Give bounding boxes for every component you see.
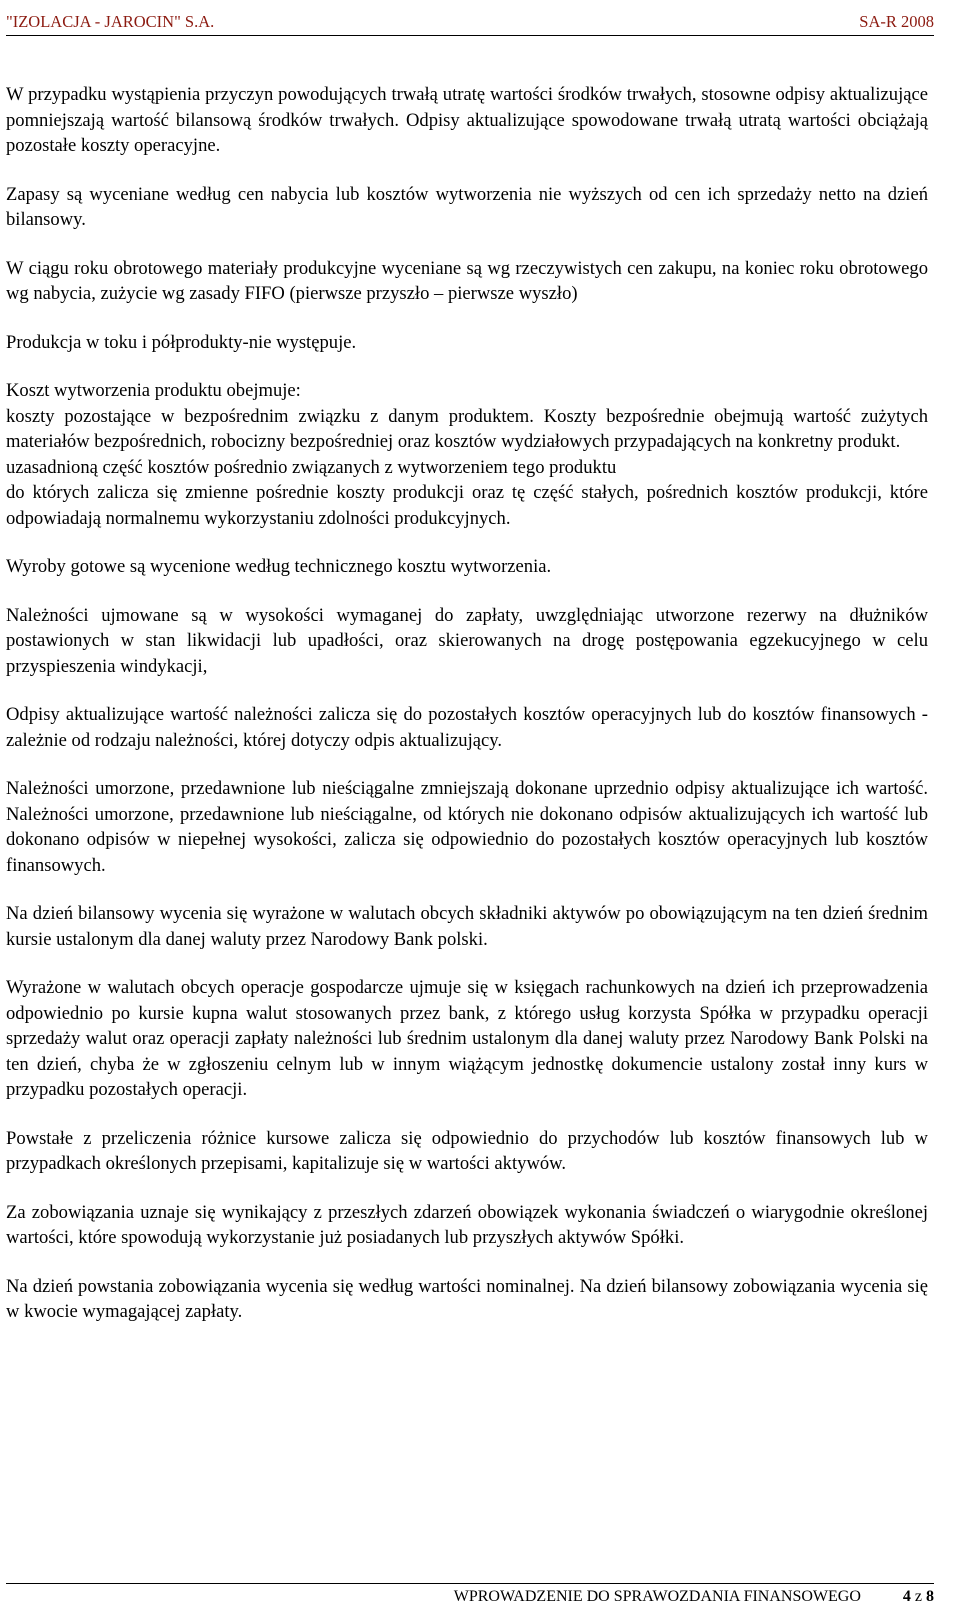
page-number — [903, 1588, 934, 1606]
page-total: 8 — [926, 1588, 934, 1605]
paragraph-fx-differences: Powstałe z przeliczenia różnice kursowe zalicza się odpowiednio do przychodów lub kosztów finansowych lub w przypadkach określonych przepisami, kapitalizuje się w wartości aktywów. — [6, 1127, 928, 1174]
paragraph-inventory: Zapasy są wyceniane według cen nabycia lub kosztów wytworzenia nie wyższych od cen ich sprzedaży netto na dzień bilansowy. — [6, 183, 928, 230]
paragraph-impairment: W przypadku wystąpienia przyczyn powodujących trwałą utratę wartości środków trwałych, stosowne odpisy aktualizujące pomniejszają wartość bilansową środków trwałych. Odpisy aktualizujące spowodowane trwałą utratą wartości obciążają pozostałe koszty operacyjne. — [6, 84, 928, 156]
paragraph-receivables: Należności ujmowane są w wysokości wymaganej do zapłaty, uwzględniając utworzone rezerwy na dłużników postawionych w stan likwidacji lub upadłości, oraz skierowanych na drogę postępowania egzekucyjnego w celu przyspieszenia windykacji, — [6, 604, 928, 677]
paragraph-fx-balance: Na dzień bilansowy wycenia się wyrażone w walutach obcych składniki aktywów po obowiązującym na ten dzień średnim kursie ustalonym dla danej waluty przez Narodowy Bank polski. — [6, 903, 928, 950]
document-body — [6, 82, 928, 1325]
paragraph-finished-goods: Wyroby gotowe są wycenione według technicznego kosztu wytworzenia. — [6, 556, 552, 577]
paragraph-wip: Produkcja w toku i półprodukty-nie występuje. — [6, 331, 357, 353]
paragraph-cost-heading: Koszt wytworzenia produktu obejmuje: — [6, 380, 301, 401]
paragraph-receivables-writedowns: Odpisy aktualizujące wartość należności zalicza się do pozostałych kosztów operacyjnych lub do kosztów finansowych - zależnie od rodzaju należności, której dotyczy odpis aktualizujący. — [6, 704, 928, 751]
page-header — [6, 6, 934, 36]
report-code: SA-R 2008 — [859, 12, 934, 31]
paragraph-materials: W ciągu roku obrotowego materiały produkcyjne wyceniane są wg rzeczywistych cen zakupu, na koniec roku obrotowego wg nabycia, zużycie wg zasady FIFO (pierwsze przyszło – pierwsze wyszło) — [6, 257, 928, 304]
paragraph-fx-operations: Wyrażone w walutach obcych operacje gospodarcze ujmuje się w księgach rachunkowych na dzień ich przeprowadzenia odpowiednio po kursie kupna walut stosowanych przez bank, z którego usług korzysta Spółka w przypadku operacji sprzedaży walut oraz operacji zapłaty należności lub średnim ustalonym dla danej waluty przez Narodowy Bank Polski na ten dzień, chyba że w zgłoszeniu celnym lub w innym wiążącym jednostkę dokumencie ustalony został inny kurs w przypadku pozostałych operacji. — [6, 977, 928, 1100]
paragraph-indirect-costs-cont: do których zalicza się zmienne pośrednie koszty produkcji oraz tę część stałych, pośrednich kosztów produkcji, które odpowiadają normalnemu wykorzystaniu zdolności produkcyjnych. — [6, 482, 928, 529]
paragraph-liabilities: Za zobowiązania uznaje się wynikający z przeszłych zdarzeń obowiązek wykonania świadczeń o wiarygodnie określonej wartości, które spowodują wykorzystanie już posiadanych lub przyszłych aktywów Spółki. — [6, 1201, 928, 1248]
page-footer — [6, 1583, 934, 1606]
page-current: 4 — [902, 1588, 911, 1605]
company-name: "IZOLACJA - JAROCIN" S.A. — [6, 12, 215, 31]
footer-title: WPROWADZENIE DO SPRAWOZDANIA FINANSOWEGO — [453, 1588, 861, 1605]
paragraph-direct-costs: koszty pozostające w bezpośrednim związku z danym produktem. Koszty bezpośrednie obejmują wartość zużytych materiałów bezpośrednich, robocizny bezpośredniej oraz kosztów wydziałowych przypadających na konkretny produkt. — [6, 405, 928, 452]
page-separator: z — [914, 1588, 922, 1605]
paragraph-indirect-costs: uzasadnioną część kosztów pośrednio związanych z wytworzeniem tego produktu — [6, 456, 617, 478]
paragraph-liabilities-valuation: Na dzień powstania zobowiązania wycenia się według wartości nominalnej. Na dzień bilansowy zobowiązania wycenia się w kwocie wymagającej zapłaty. — [6, 1275, 928, 1322]
paragraph-receivables-written-off: Należności umorzone, przedawnione lub nieściągalne zmniejszają dokonane uprzednio odpisy aktualizujące ich wartość. Należności umorzone, przedawnione lub nieściągalne, od których nie dokonano odpisów aktualizujących ich wartość lub dokonano odpisów w niepełnej wysokości, zalicza się odpowiednio do pozostałych kosztów operacyjnych lub kosztów finansowych. — [6, 778, 928, 876]
